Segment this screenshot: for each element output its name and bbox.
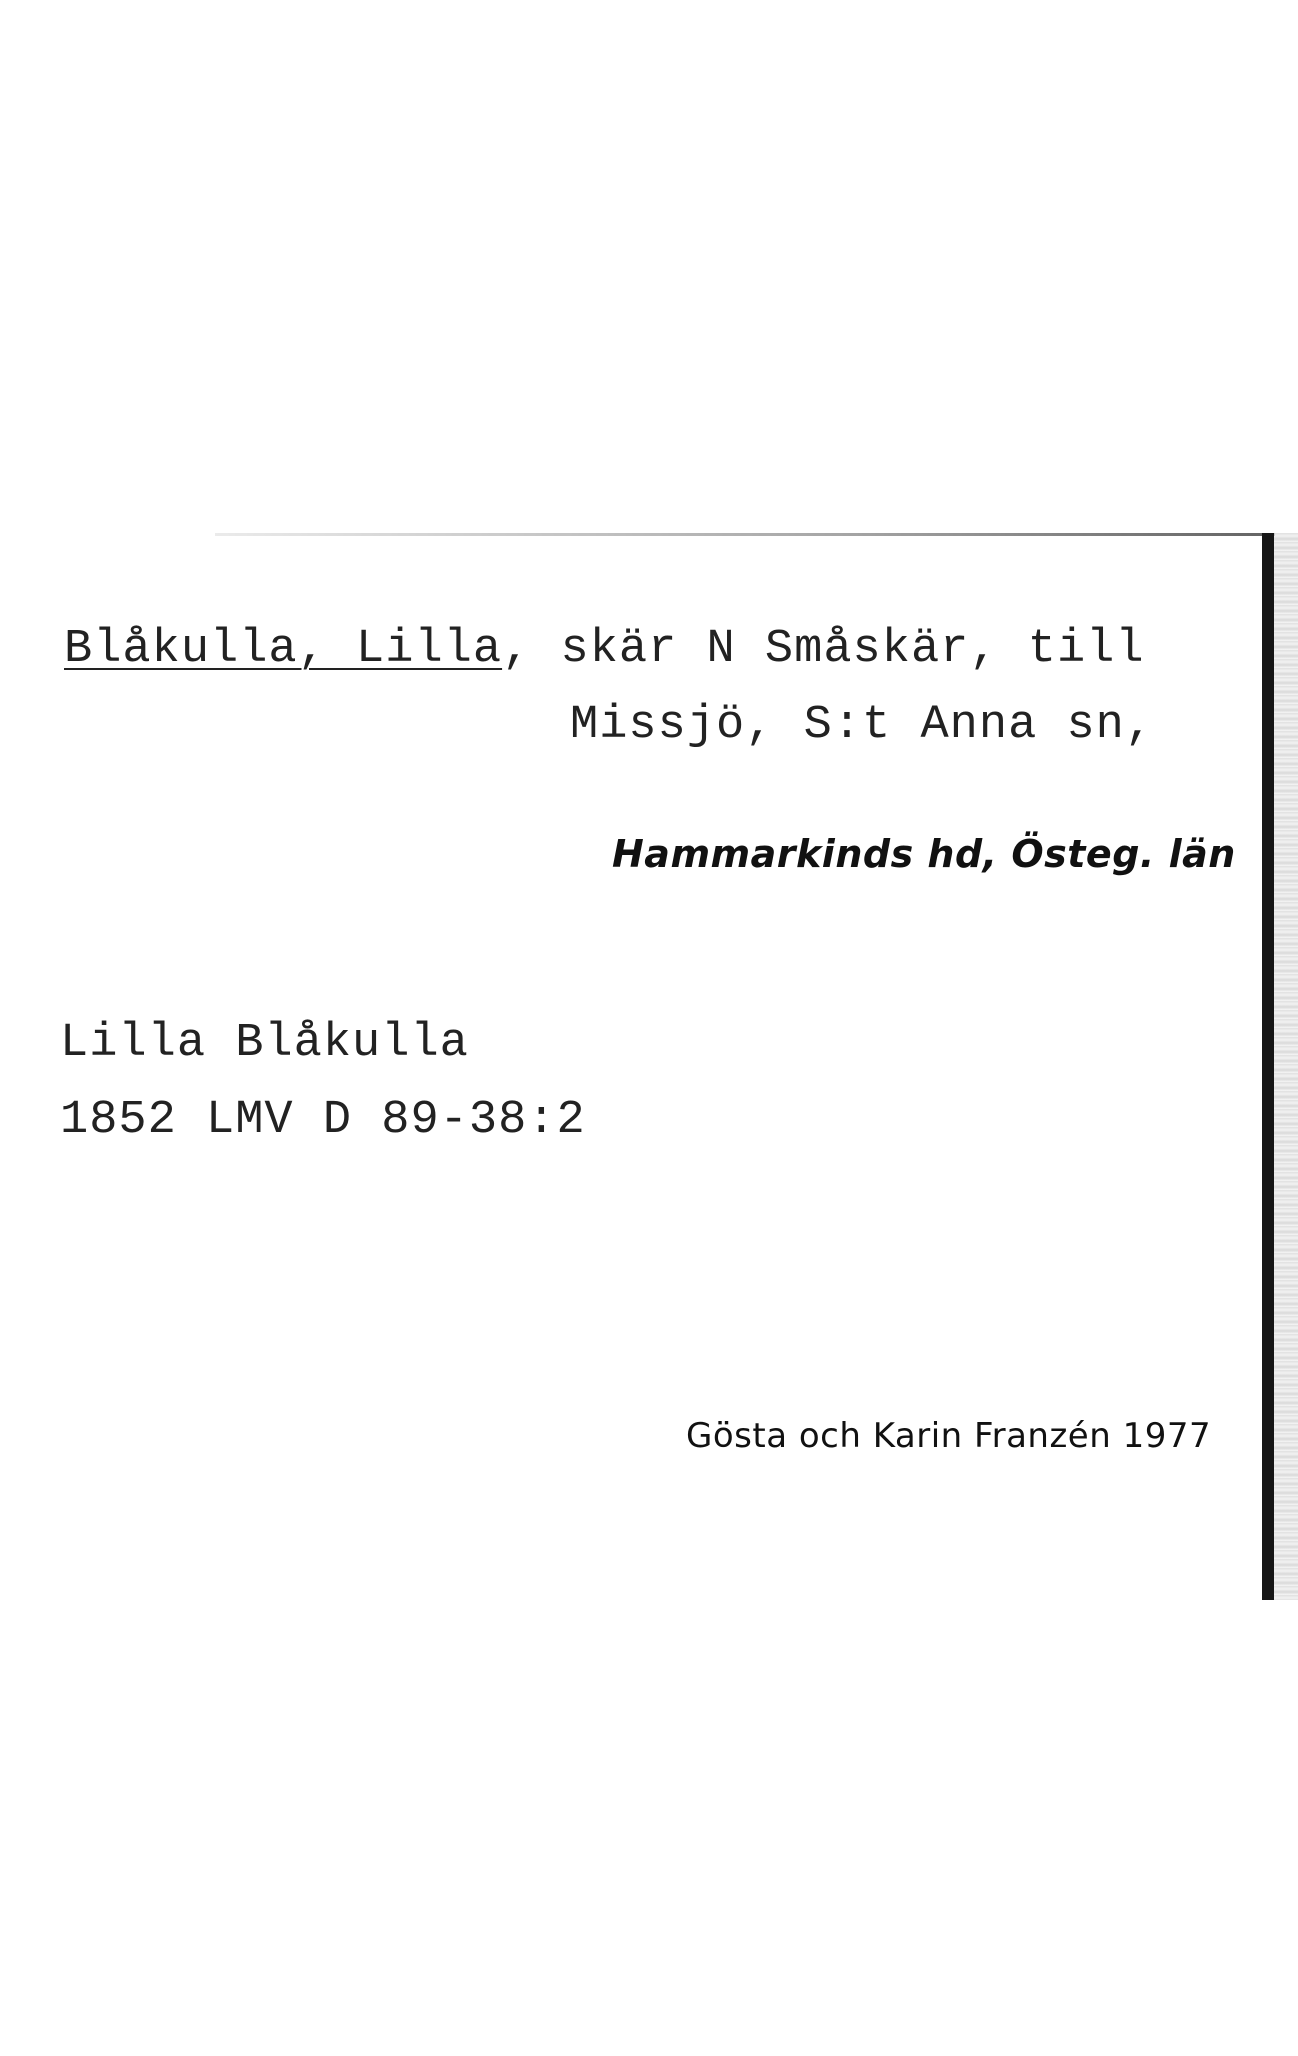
- alternate-name: Lilla Blåkulla: [60, 1017, 469, 1070]
- card-right-edge: [1262, 533, 1274, 1600]
- collectors-stamp: Gösta och Karin Franzén 1977: [686, 1416, 1212, 1456]
- entry-headword: Blåkulla, Lilla: [64, 623, 503, 676]
- map-reference: 1852 LMV D 89-38:2: [60, 1094, 586, 1147]
- card-top-edge: [215, 533, 1275, 536]
- card-edge-shadow: [1274, 533, 1298, 1600]
- entry-description: , skär N Småskär, till: [502, 623, 1145, 676]
- entry-line-1: [64, 623, 1145, 676]
- entry-line-2: Missjö, S:t Anna sn,: [570, 699, 1155, 752]
- district-stamp: Hammarkinds hd, Östeg. län: [612, 832, 1236, 876]
